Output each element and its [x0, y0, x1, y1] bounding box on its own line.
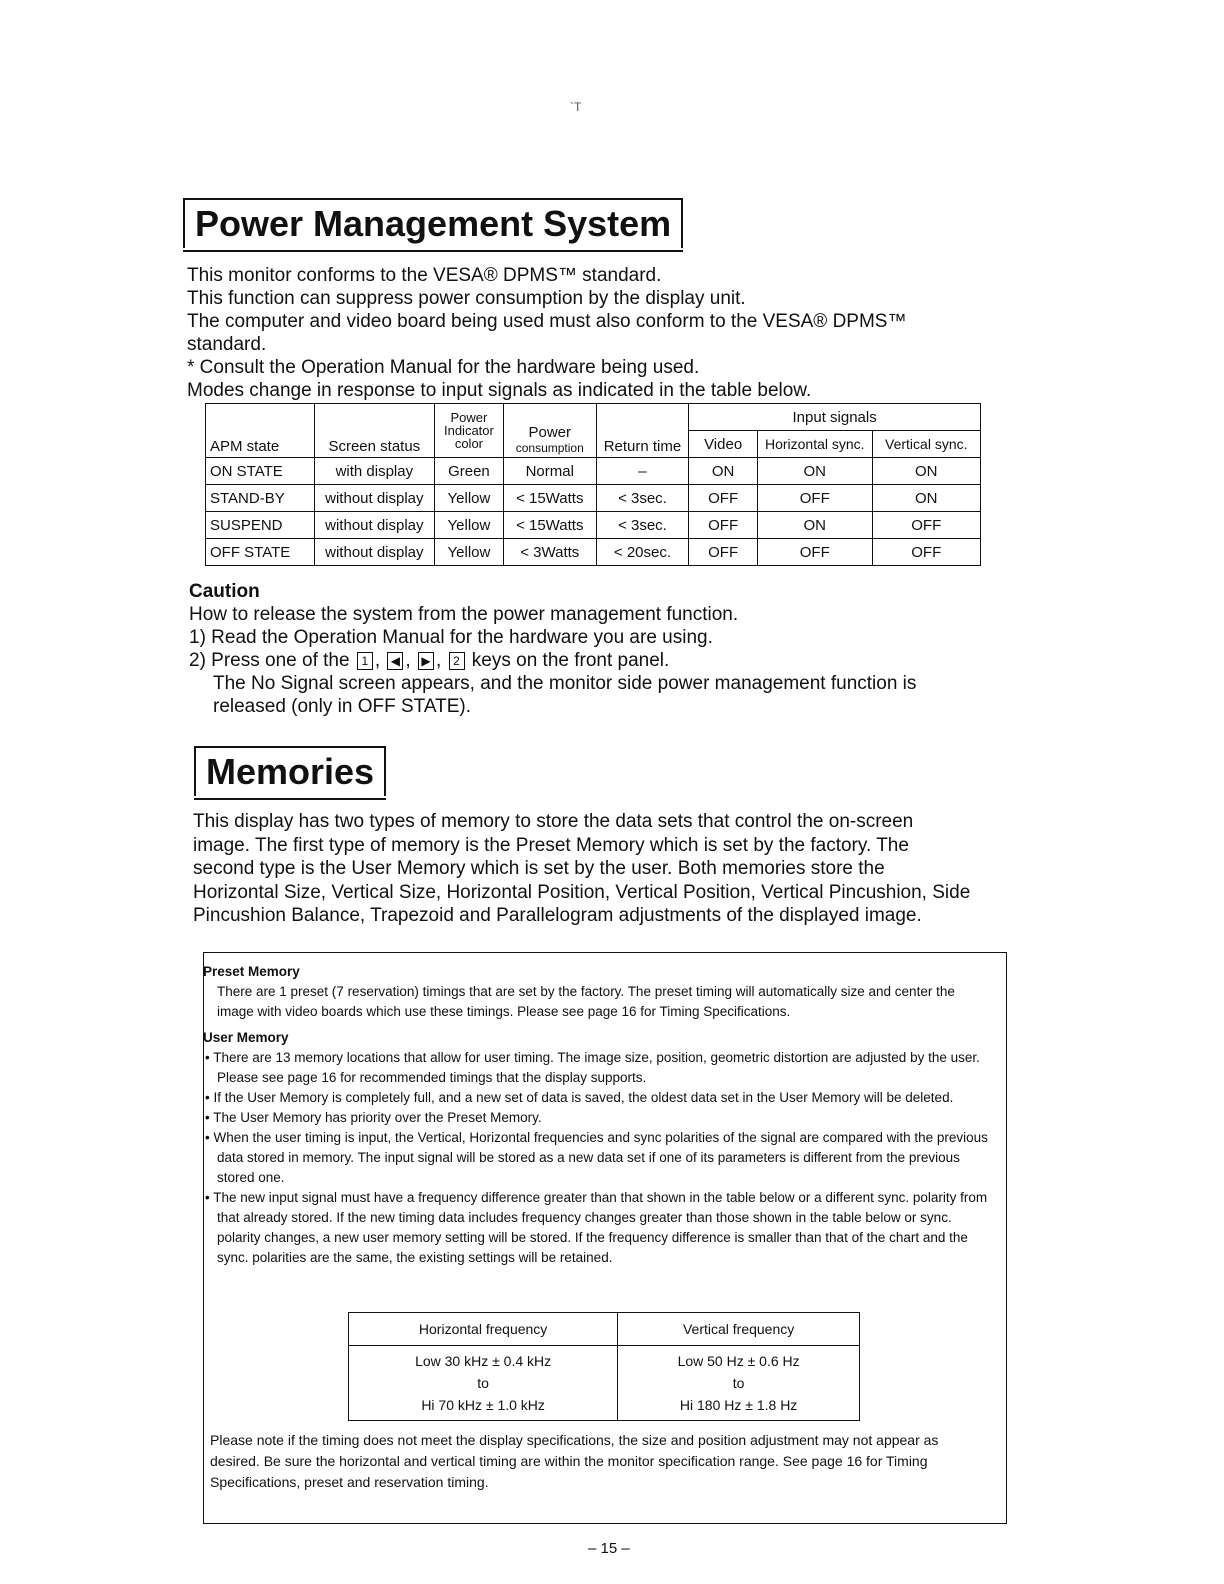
timing-note [210, 1430, 990, 1493]
header-horizontal-frequency: Horizontal frequency [349, 1313, 618, 1346]
caution-heading: Caution [189, 581, 260, 602]
preset-memory-text: There are 1 preset (7 reservation) timings that are set by the factory. The preset timing will automatically size and center the image with video boards which use these timings. Please see page 16 for Timing Specifications. [217, 984, 955, 1019]
cell-video: OFF [689, 539, 758, 566]
cell-vsync: ON [872, 485, 980, 512]
power-intro [187, 264, 947, 402]
header-return-time: Return time [596, 404, 689, 458]
table-row [206, 512, 981, 539]
memory-details [203, 962, 993, 1268]
step2-prefix: 2) Press one of the [189, 650, 350, 671]
preset-memory-heading: Preset Memory [203, 964, 300, 979]
power-intro-line: This function can suppress power consumption by the display unit. [187, 288, 746, 309]
header-input-signals: Input signals [689, 404, 981, 431]
table-row [206, 458, 981, 485]
cell-screen: without display [314, 485, 434, 512]
caution-step: 1) Read the Operation Manual for the hardware you are using. [189, 627, 713, 648]
page-number: – 15 – [588, 1540, 630, 1557]
vertical-frequency-range [618, 1346, 860, 1421]
user-memory-bullet: • If the User Memory is completely full, and a new set of data is saved, the oldest data set in the User Memory will be deleted. [205, 1090, 954, 1105]
header-vertical-sync: Vertical sync. [872, 431, 980, 458]
header-apm-state: APM state [206, 404, 315, 458]
caution-step: 2) Press one of the 1 , ◀ , ▶ , 2 keys on the front panel. [189, 650, 670, 671]
h-low: Low 30 kHz ± 0.4 kHz [415, 1353, 552, 1369]
cell-screen: without display [314, 512, 434, 539]
v-hi: Hi 180 Hz ± 1.8 Hz [679, 1397, 798, 1413]
cell-video: ON [689, 458, 758, 485]
header-consumption-label: consumption [515, 441, 584, 455]
cell-color: Green [434, 458, 503, 485]
user-memory-bullet: • There are 13 memory locations that allow for user timing. The image size, position, geometric distortion are adjusted by the user. Please see page 16 for recommended timings that the display supports. [205, 1050, 980, 1085]
cell-video: OFF [689, 485, 758, 512]
header-power-consumption [503, 404, 596, 458]
power-management-title: Power Management System [183, 198, 683, 248]
timing-note-text: Please note if the timing does not meet the display specifications, the size and position adjustment may not appear as desired. Be sure the horizontal and vertical timing are within the monitor specification range. See page 16 for Timing Specifications, preset and reservation timing. [210, 1432, 939, 1490]
h-hi: Hi 70 kHz ± 1.0 kHz [421, 1397, 545, 1413]
apm-state-table [205, 403, 981, 566]
header-screen-status: Screen status [314, 404, 434, 458]
cell-color: Yellow [434, 485, 503, 512]
cell-vsync: ON [872, 458, 980, 485]
table-row [206, 485, 981, 512]
header-vertical-frequency: Vertical frequency [618, 1313, 860, 1346]
v-to: to [732, 1375, 745, 1391]
user-memory-heading: User Memory [203, 1030, 289, 1045]
cell-consumption: < 15Watts [503, 485, 596, 512]
cell-return: – [596, 458, 689, 485]
cell-state: OFF STATE [206, 539, 315, 566]
step2-suffix: keys on the front panel. [471, 650, 670, 671]
caution-line: How to release the system from the power management function. [189, 604, 739, 625]
cell-vsync: OFF [872, 512, 980, 539]
power-intro-line: * Consult the Operation Manual for the hardware being used. [187, 357, 700, 378]
scan-mark: `T [570, 100, 582, 114]
cell-hsync: ON [757, 512, 872, 539]
header-horizontal-sync: Horizontal sync. [757, 431, 872, 458]
cell-consumption: Normal [503, 458, 596, 485]
key-right-icon: ▶ [418, 652, 434, 670]
horizontal-frequency-range [349, 1346, 618, 1421]
cell-hsync: OFF [757, 485, 872, 512]
caution-section [189, 580, 969, 718]
key-1-icon: 1 [357, 652, 373, 670]
header-power-label: Power [528, 424, 572, 441]
cell-return: < 3sec. [596, 512, 689, 539]
cell-vsync: OFF [872, 539, 980, 566]
cell-return: < 3sec. [596, 485, 689, 512]
cell-video: OFF [689, 512, 758, 539]
user-memory-bullet: • When the user timing is input, the Vertical, Horizontal frequencies and sync polarities of the signal are compared with the previous data stored in memory. The input signal will be stored as a new data set if one of its parameters is different from the previous stored one. [205, 1130, 988, 1185]
v-low: Low 50 Hz ± 0.6 Hz [677, 1353, 800, 1369]
cell-screen: with display [314, 458, 434, 485]
frequency-table [348, 1312, 860, 1421]
cell-color: Yellow [434, 512, 503, 539]
user-memory-bullet: • The User Memory has priority over the Preset Memory. [205, 1110, 542, 1125]
cell-state: ON STATE [206, 458, 315, 485]
h-to: to [477, 1375, 489, 1391]
cell-screen: without display [314, 539, 434, 566]
cell-state: STAND-BY [206, 485, 315, 512]
power-intro-line: The computer and video board being used must also conform to the VESA® DPMS™ standard. [187, 311, 907, 355]
header-video: Video [689, 431, 758, 458]
caution-detail: The No Signal screen appears, and the monitor side power management function is released (only in OFF STATE). [213, 673, 917, 717]
power-intro-line: This monitor conforms to the VESA® DPMS™ standard. [187, 265, 662, 286]
table-row [206, 539, 981, 566]
cell-consumption: < 3Watts [503, 539, 596, 566]
cell-return: < 20sec. [596, 539, 689, 566]
header-indicator-color: Power Indicator color [434, 404, 503, 458]
cell-color: Yellow [434, 539, 503, 566]
power-intro-line: Modes change in response to input signals as indicated in the table below. [187, 380, 812, 401]
cell-consumption: < 15Watts [503, 512, 596, 539]
key-2-icon: 2 [449, 652, 465, 670]
cell-state: SUSPEND [206, 512, 315, 539]
user-memory-bullet: • The new input signal must have a frequency difference greater than that shown in the table below or a different sync. polarity from that already stored. If the new timing data includes frequency changes greater than those shown in the table below or sync. polarity changes, a new user memory setting will be stored. If the frequency difference is smaller than that of the chart and the sync. polarities are the same, the existing settings will be retained. [205, 1190, 988, 1265]
memories-title: Memories [194, 746, 386, 796]
cell-hsync: OFF [757, 539, 872, 566]
memories-intro: This display has two types of memory to store the data sets that control the on-screen image. The first type of memory is the Preset Memory which is set by the factory. The second type is the User Memory which is set by the user. Both memories store the Horizontal Size, Vertical Size, Horizontal Position, Vertical Position, Vertical Pincushion, Side Pincushion Balance, Trapezoid and Parallelogram adjustments of the displayed image. [193, 811, 971, 926]
key-left-icon: ◀ [387, 652, 403, 670]
cell-hsync: ON [757, 458, 872, 485]
